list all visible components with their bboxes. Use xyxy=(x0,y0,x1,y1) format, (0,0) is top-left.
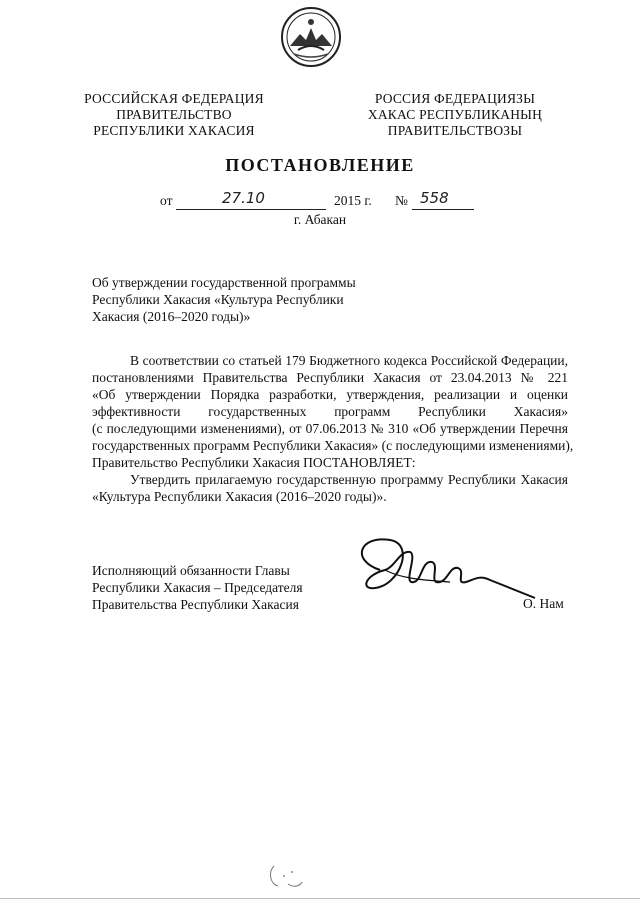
document-title: ПОСТАНОВЛЕНИЕ xyxy=(225,155,415,175)
subject-block xyxy=(92,274,356,325)
body-line: Правительство Республики Хакасия ПОСТАНОВЛЯЕТ: xyxy=(92,455,416,470)
page-mark-icon xyxy=(262,858,312,894)
body-line: постановлениями Правительства Республики Хакасия от 23.04.2013 № 221 xyxy=(92,370,568,385)
body-line: эффективности государственных программ Республики Хакасия» xyxy=(92,404,568,419)
header-right-line-3: ПРАВИТЕЛЬСТВОЗЫ xyxy=(387,123,523,138)
body-line: «Культура Республики Хакасия (2016–2020 годы)». xyxy=(92,489,387,504)
city-label: г. Абакан xyxy=(293,212,347,227)
header-right-line-1: РОССИЯ ФЕДЕРАЦИЯЗЫ xyxy=(374,91,536,106)
signatory-line: Исполняющий обязанности Главы xyxy=(92,563,290,578)
signatory-line: Правительства Республики Хакасия xyxy=(92,597,299,612)
khakassia-coat-of-arms-icon xyxy=(280,6,342,68)
date-number-line xyxy=(0,189,640,213)
signatory-line: Республики Хакасия – Председателя xyxy=(92,580,303,595)
number-label: № xyxy=(395,193,408,208)
subject-line: Республики Хакасия «Культура Республики xyxy=(92,292,344,307)
subject-line: Об утверждении государственной программы xyxy=(92,275,356,290)
header-left-block xyxy=(78,91,270,139)
signatory-title-block xyxy=(92,562,303,613)
number-handwritten: 558 xyxy=(420,189,449,207)
body-line: В соответствии со статьей 179 Бюджетного кодекса Российской Федерации, xyxy=(130,353,568,368)
page-bottom-edge xyxy=(0,898,640,899)
body-line: Утвердить прилагаемую государственную программу Республики Хакасия xyxy=(130,472,568,487)
body-line: государственных программ Республики Хакасия» (с последующими изменениями), xyxy=(92,438,574,453)
body-text xyxy=(92,352,574,505)
header-right-line-2: ХАКАС РЕСПУБЛИКАНЫҢ xyxy=(367,107,543,122)
body-line: (с последующими изменениями), от 07.06.2013 № 310 «Об утверждении Перечня xyxy=(92,421,568,436)
header-left-line-3: РЕСПУБЛИКИ ХАКАСИЯ xyxy=(93,123,255,138)
handwritten-signature xyxy=(340,530,540,610)
year-text: 2015 г. xyxy=(334,193,372,208)
date-from-label: от xyxy=(160,193,173,208)
header-right-block xyxy=(355,91,555,139)
header-left-line-1: РОССИЙСКАЯ ФЕДЕРАЦИЯ xyxy=(84,91,264,106)
subject-line: Хакасия (2016–2020 годы)» xyxy=(92,309,251,324)
signatory-name: О. Нам xyxy=(523,596,564,611)
header-left-line-2: ПРАВИТЕЛЬСТВО xyxy=(116,107,232,122)
date-handwritten: 27.10 xyxy=(222,189,265,207)
body-line: «Об утверждении Порядка разработки, утверждения, реализации и оценки xyxy=(92,387,568,402)
